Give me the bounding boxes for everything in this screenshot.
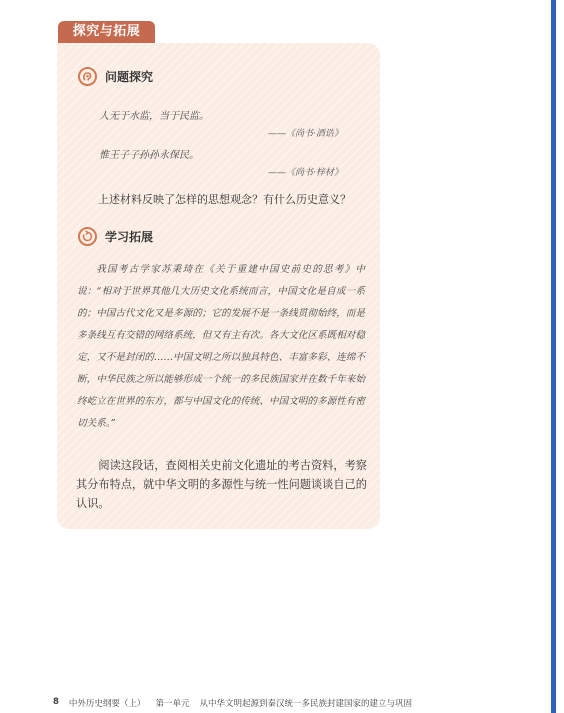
expansion-paragraph: 我国考古学家苏秉琦在《关于重建中国史前史的思考》中说：“相对于世界其他几大历史文化系统而言，中国文化是自成一系的；中国古代文化又是多源的；它的发展不是一条线贯彻始终，而是多条线互有交错的网络系统，但又有主有次。各大文化区系既相对稳定，又不是封闭的……中国文明之所以独具特色、丰富多彩、连绵不断，中华民族之所以能够形成一个统一的多民族国家并在数千年来始终屹立在世界的东方，都与中国文化的传统、中国文明的多源性有密切关系。” [77,264,365,429]
ear-question-icon [78,67,97,86]
quote-2-source: ——《尚书·梓材》 [268,168,343,178]
quote-1: 人无于水监，当于民监。 [99,111,209,122]
section-tab: 探究与拓展 [58,21,155,43]
circular-arrow-icon [78,227,97,246]
inquiry-heading [78,67,153,86]
expansion-title: 学习拓展 [105,230,154,244]
page-edge-bar [551,0,556,713]
inquiry-question: 上述材料反映了怎样的思想观念？有什么历史意义？ [98,193,351,206]
book-title: 中外历史纲要（上） [68,699,146,709]
quote-2: 惟王子子孙孙永保民。 [99,150,199,161]
expansion-task: 阅读这段话，查阅相关史前文化遗址的考古资料，考察其分布特点，就中华文明的多源性与统一性问题谈谈自己的认识。 [76,459,367,510]
page-number: 8 [53,697,59,707]
unit-title: 从中华文明起源到秦汉统一多民族封建国家的建立与巩固 [199,699,412,709]
inquiry-title: 问题探究 [105,70,154,84]
unit-label: 第一单元 [155,699,190,709]
page-footer [53,697,412,709]
expansion-heading [78,227,153,246]
quote-1-source: ——《尚书·酒诰》 [268,129,343,139]
